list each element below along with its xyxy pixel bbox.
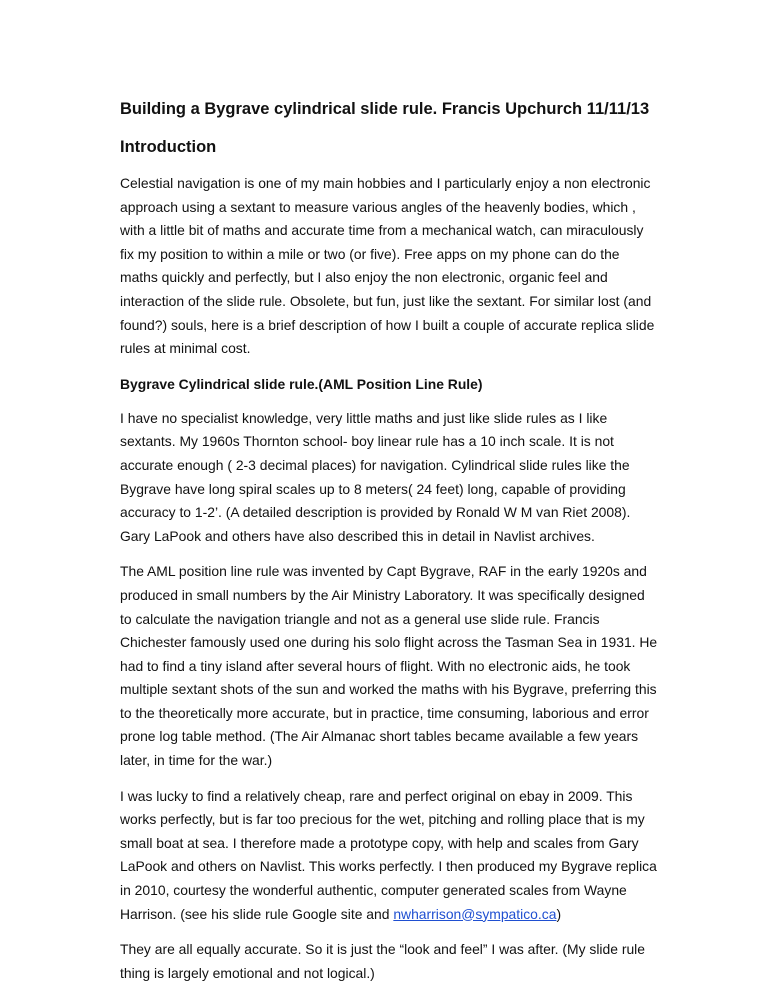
document-title: Building a Bygrave cylindrical slide rule. Francis Upchurch 11/11/13 <box>120 100 650 118</box>
paragraph-knowledge: I have no specialist knowledge, very little maths and just like slide rules as I like sextants. My 1960s Thornton school- boy linear rule has a 10 inch scale. It is not accurate enough ( 2-3 decimal places) for navigation. Cylindrical slide rules like the Bygrave have long spiral scales up to 8 meters( 24 feet) long, capable of providing accuracy to 1-2’. (A detailed description is provided by Ronald W M van Riet 2008). Gary LaPook and others have also described this in detail in Navlist archives. <box>120 409 631 544</box>
paragraph-accuracy: They are all equally accurate. So it is just the “look and feel” I was after. (My slide rule thing is largely emotional and not logical.) <box>120 941 645 981</box>
email-link[interactable]: nwharrison@sympatico.ca <box>393 905 557 922</box>
paragraph-ebay <box>120 785 660 927</box>
paragraph-ebay-end: ) <box>556 905 562 922</box>
document-page <box>120 98 660 997</box>
bygrave-subheading: Bygrave Cylindrical slide rule.(AML Position Line Rule) <box>120 375 483 392</box>
paragraph-aml-history: The AML position line rule was invented by Capt Bygrave, RAF in the early 1920s and produced in small numbers by the Air Ministry Laboratory. It was specifically designed to calculate the navigation triangle and not as a general use slide rule. Francis Chichester famously used one during his solo flight across the Tasman Sea in 1931. He had to find a tiny island after several hours of flight. With no electronic aids, he took multiple sextant shots of the sun and worked the maths with his Bygrave, preferring this to the theoretically more accurate, but in practice, time consuming, laborious and error prone log table method. (The Air Almanac short tables became available a few years later, in time for the war.) <box>120 563 658 769</box>
introduction-heading: Introduction <box>120 138 217 156</box>
paragraph-ebay-text: I was lucky to find a relatively cheap, rare and perfect original on ebay in 2009. This works perfectly, but is far too precious for the wet, pitching and rolling place that is my small boat at sea. I therefore made a prototype copy, with help and scales from Gary LaPook and others on Navlist. This works perfectly. I then produced my Bygrave replica in 2010, courtesy the wonderful authentic, computer generated scales from Wayne Harrison. (see his slide rule Google site and <box>120 787 657 922</box>
paragraph-intro: Celestial navigation is one of my main hobbies and I particularly enjoy a non electronic approach using a sextant to measure various angles of the heavenly bodies, which , with a little bit of maths and accurate time from a mechanical watch, can miraculously fix my position to within a mile or two (or five). Free apps on my phone can do the maths quickly and perfectly, but I also enjoy the non electronic, organic feel and interaction of the slide rule. Obsolete, but fun, just like the sextant. For similar lost (and found?) souls, here is a brief description of how I built a couple of accurate replica slide rules at minimal cost. <box>120 175 655 357</box>
